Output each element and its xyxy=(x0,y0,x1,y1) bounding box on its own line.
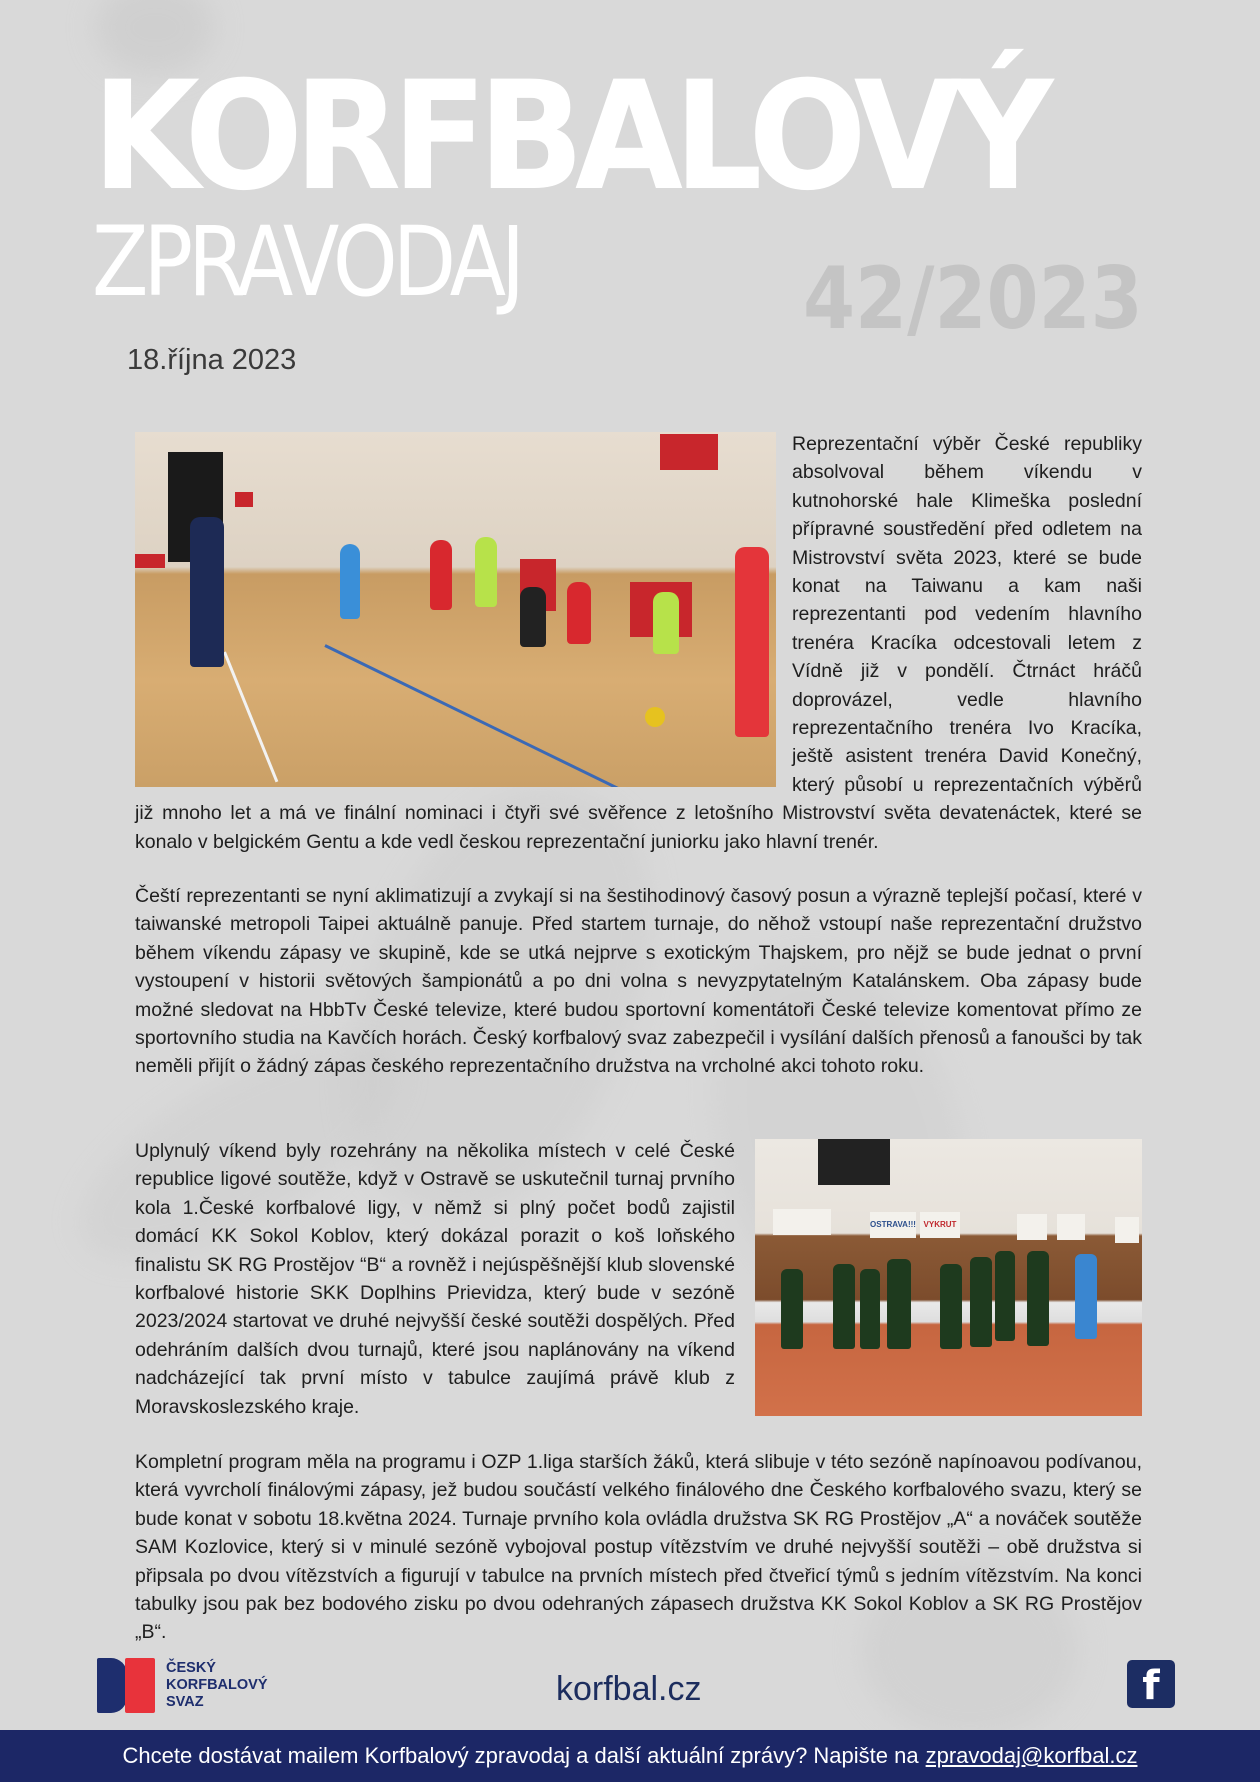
photo-player xyxy=(520,587,546,647)
photo-scoreboard xyxy=(818,1139,890,1185)
article-taiwan xyxy=(135,882,1142,1081)
masthead xyxy=(0,0,1260,400)
photo-player xyxy=(567,582,591,644)
photo-banner xyxy=(1017,1214,1047,1240)
match-photo xyxy=(755,1139,1142,1416)
photo-banner xyxy=(1115,1217,1139,1243)
photo-wall-panel xyxy=(235,492,253,507)
article-national-team xyxy=(135,430,1142,856)
logo-line: KORFBALOVÝ xyxy=(166,1677,268,1693)
photo-coach xyxy=(190,517,224,667)
photo-court-line xyxy=(223,651,278,782)
newsletter-title-line1: KORFBALOVÝ xyxy=(92,50,1045,224)
photo-player xyxy=(995,1251,1015,1341)
photo-player xyxy=(735,547,769,737)
email-link[interactable]: zpravodaj@korfbal.cz xyxy=(925,1743,1138,1768)
article-youth-league xyxy=(135,1448,1142,1647)
photo-banner-vykrut: VYKRUT xyxy=(920,1212,960,1238)
article-text: Čeští reprezentanti se nyní aklimatizují a zvykají si na šestihodinový časový posun a výrazně teplejší počasí, které v taiwanské metropoli Taipei aktuálně panuje. Před startem turnaje, do něhož vstoupí naše reprezentační družstvo během víkendu zápasy ve skupině, kde se utká nejprve s exotickým Thajskem, pro nějž se bude jednat o první vystoupení v historii světových šampionátů a po dni volna s nevyzpytatelným Katalánskem. Oba zápasy bude možné sledovat na HbbTv České televize, které budou sportovní komentátoři České televize komentovat přímo ze sportovního studia na Kavčích horách. Český korfbalový svaz zabezpečil i vysílání dalších přenosů a fanoušci by tak neměli přijít o žádný zápas českého reprezentačního družstva na vrcholné akci tohoto roku. xyxy=(135,885,1142,1078)
photo-player xyxy=(860,1269,880,1349)
facebook-icon[interactable]: f xyxy=(1127,1660,1175,1708)
photo-player xyxy=(940,1264,962,1349)
newsletter-title-line2: ZPRAVODAJ xyxy=(92,206,521,318)
photo-player xyxy=(1027,1251,1049,1346)
photo-korfball xyxy=(645,707,665,727)
photo-banner-ostrava: OSTRAVA!!! xyxy=(870,1212,916,1238)
subscribe-band xyxy=(0,1730,1260,1782)
photo-banner xyxy=(1057,1214,1085,1240)
photo-player xyxy=(970,1257,992,1347)
training-photo xyxy=(135,432,776,787)
photo-player xyxy=(653,592,679,654)
photo-player xyxy=(475,537,497,607)
cks-logo[interactable] xyxy=(97,1658,268,1713)
photo-banner xyxy=(773,1209,831,1235)
logo-line: ČESKÝ xyxy=(166,1660,216,1676)
korfball-logo-icon xyxy=(97,1658,155,1713)
issue-date: 18.října 2023 xyxy=(127,344,297,376)
photo-player xyxy=(781,1269,803,1349)
article-text: Reprezentační výběr České republiky absolvoval během víkendu v kutnohorské hale Klimeška poslední přípravné soustředění před odletem na Mistrovství světa 2023, které se bude konat na Taiwanu a kam naši reprezentanti pod vedením hlavního trenéra Kracíka odcestovali letem z Vídně již v pondělí. Čtrnáct hráčů doprovázel, vedle hlavního reprezentačního trenéra Ivo Kracíka, ještě asistent trenéra David Konečný, který působí u reprezentačních výběrů již mnoho let a má ve finální nominaci i čtyři své svěřence z letošního Mistrovství světa devatenáctek, které se konalo v belgickém Gentu a kde vedl českou reprezentační juniorku jako hlavní trenér. xyxy=(135,433,1142,853)
logo-text xyxy=(166,1660,268,1711)
subscribe-text: Chcete dostávat mailem Korfbalový zpravodaj a další aktuální zprávy? Napište na xyxy=(122,1743,919,1768)
photo-player xyxy=(833,1264,855,1349)
photo-player xyxy=(887,1259,911,1349)
website-link[interactable]: korfbal.cz xyxy=(556,1670,702,1708)
article-text: Kompletní program měla na programu i OZP 1.liga starších žáků, která slibuje v této sezóně napínoavou podívanou, která vyvrcholí finálovými zápasy, jež budou součástí velkého finálového dne Českého korfbalového svazu, který se bude konat v sobotu 18.května 2024. Turnaje prvního kola ovládla družstva SK RG Prostějov „A“ a nováček soutěže SAM Kozlovice, který si v minulé sezóně vybojoval postup vítězstvím ve druhé nejvyšší soutěži – obě družstva si připsala po dvou vítězstvích a figurují v tabulce na prvních místech před čtveřicí týmů s jedním vítězstvím. Na konci tabulky jsou pak bez bodového zisku po dvou odehraných zápasech družstva KK Sokol Koblov a SK RG Prostějov „B“. xyxy=(135,1451,1142,1644)
photo-court-line xyxy=(324,644,757,787)
article-league xyxy=(135,1137,1142,1421)
issue-number: 42/2023 xyxy=(803,249,1143,349)
photo-wall-panel xyxy=(135,554,165,568)
article-text: Uplynulý víkend byly rozehrány na několika místech v celé České republice ligové soutěže, když v Ostravě se uskutečnil turnaj prvního kola 1.České korfbalové ligy, v němž si plný počet bodů zajistil domácí KK Sokol Koblov, který dokázal porazit o koš loňského finalistu SK RG Prostějov “B“ a rovněž i nejúspěšnější klub slovenské korfbalové historie SKK Doplhins Prievidza, který bude v sezóně 2023/2024 startovat ve druhé nejvyšší české soutěži dospělých. Před odehráním dalších dvou turnajů, které jsou naplánovány na víkend nadcházející tak první místo v tabulce zaujímá právě klub z Moravskoslezského kraje. xyxy=(135,1140,735,1418)
photo-referee xyxy=(1075,1254,1097,1339)
photo-player xyxy=(430,540,452,610)
logo-line: SVAZ xyxy=(166,1694,204,1710)
photo-wall-panel xyxy=(660,434,718,470)
photo-player xyxy=(340,544,360,619)
